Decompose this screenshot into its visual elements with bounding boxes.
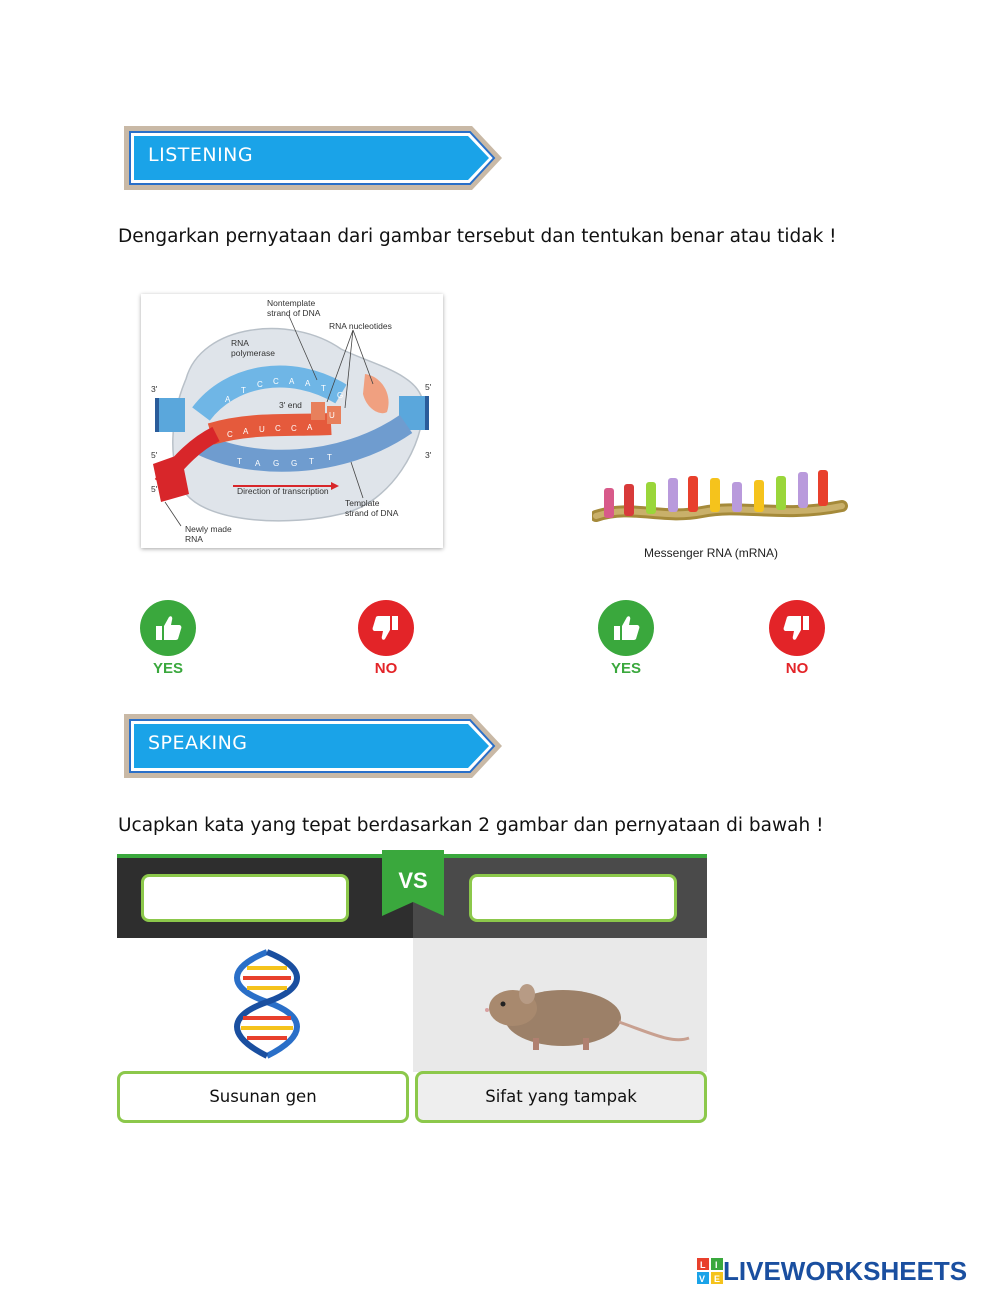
- listening-instruction: Dengarkan pernyataan dari gambar tersebut dan tentukan benar atau tidak !: [118, 226, 837, 247]
- rna-base: U: [259, 425, 265, 434]
- speaking-banner: [120, 710, 505, 782]
- logo-text: LIVEWORKSHEETS: [723, 1255, 968, 1286]
- answer-box-left[interactable]: [141, 874, 349, 922]
- label-5prime: 5': [151, 484, 158, 494]
- dna-bottom-base: G: [291, 459, 298, 468]
- logo-mark-icon: [697, 1258, 723, 1284]
- label-template: Template: [345, 498, 380, 508]
- yes-button[interactable]: [138, 600, 198, 677]
- label-three-end: 3' end: [279, 400, 302, 410]
- label-5prime: 5': [151, 450, 158, 460]
- rna-base: A: [307, 423, 313, 432]
- mrna-image: [592, 466, 848, 566]
- thumbs-up-icon: [598, 600, 654, 656]
- yes-button[interactable]: [596, 600, 656, 677]
- caption-left: Susunan gen: [117, 1071, 409, 1123]
- dna-bottom-base: T: [237, 457, 242, 466]
- yes-label: YES: [610, 660, 641, 677]
- dna-top-base: A: [225, 395, 231, 404]
- dna-top-base: A: [289, 377, 295, 386]
- thumbs-down-icon: [769, 600, 825, 656]
- dna-bottom-base: G: [273, 459, 280, 468]
- svg-text:V: V: [699, 1274, 706, 1284]
- rna-base: C: [227, 430, 233, 439]
- label-polymerase: RNA: [231, 338, 249, 348]
- label-nontemplate: Nontemplate: [267, 298, 316, 308]
- transcription-diagram: [141, 294, 443, 548]
- dna-top-base: C: [257, 380, 263, 389]
- svg-text:L: L: [700, 1260, 706, 1270]
- rna-base: C: [275, 424, 281, 433]
- speaking-title: SPEAKING: [148, 732, 248, 754]
- listening-banner: [120, 122, 505, 194]
- yes-label: YES: [152, 660, 183, 677]
- no-label: NO: [785, 660, 809, 677]
- dna-bottom-base: T: [309, 457, 314, 466]
- mouse-image: [413, 938, 707, 1072]
- dna-top-base: C: [273, 377, 279, 386]
- no-button[interactable]: [356, 600, 416, 677]
- thumbs-up-icon: [140, 600, 196, 656]
- svg-text:E: E: [714, 1274, 721, 1284]
- mrna-caption: Messenger RNA (mRNA): [644, 546, 779, 560]
- thumbs-down-icon: [358, 600, 414, 656]
- vs-text: VS: [398, 868, 428, 893]
- speaking-instruction: Ucapkan kata yang tepat berdasarkan 2 gambar dan pernyataan di bawah !: [118, 815, 824, 836]
- label-5prime: 5': [425, 382, 432, 392]
- label-template-2: strand of DNA: [345, 508, 399, 518]
- label-nucleotides: RNA nucleotides: [329, 321, 392, 331]
- rna-base: C: [291, 424, 297, 433]
- no-button[interactable]: [767, 600, 827, 677]
- listening-title: LISTENING: [148, 144, 254, 166]
- dna-bottom-base: A: [255, 459, 261, 468]
- dna-top-base: A: [305, 379, 311, 388]
- vs-badge: [382, 850, 444, 920]
- rna-base: U: [329, 411, 335, 420]
- dna-top-base: T: [321, 384, 326, 393]
- label-3prime: 3': [151, 384, 158, 394]
- label-nontemplate-2: strand of DNA: [267, 308, 321, 318]
- caption-right: Sifat yang tampak: [415, 1071, 707, 1123]
- label-polymerase-2: polymerase: [231, 348, 275, 358]
- svg-text:I: I: [715, 1260, 718, 1270]
- dna-helix-image: [117, 938, 413, 1072]
- label-direction: Direction of transcription: [237, 486, 329, 496]
- liveworksheets-logo: [697, 1256, 967, 1286]
- label-3prime: 3': [425, 450, 432, 460]
- no-label: NO: [374, 660, 398, 677]
- dna-bottom-base: T: [327, 453, 332, 462]
- dna-top-base: T: [241, 386, 246, 395]
- label-newly-2: RNA: [185, 534, 203, 544]
- vs-panel: [117, 854, 707, 1126]
- answer-box-right[interactable]: [469, 874, 677, 922]
- dna-top-base: G: [337, 391, 344, 400]
- rna-base: A: [243, 427, 249, 436]
- label-newly: Newly made: [185, 524, 232, 534]
